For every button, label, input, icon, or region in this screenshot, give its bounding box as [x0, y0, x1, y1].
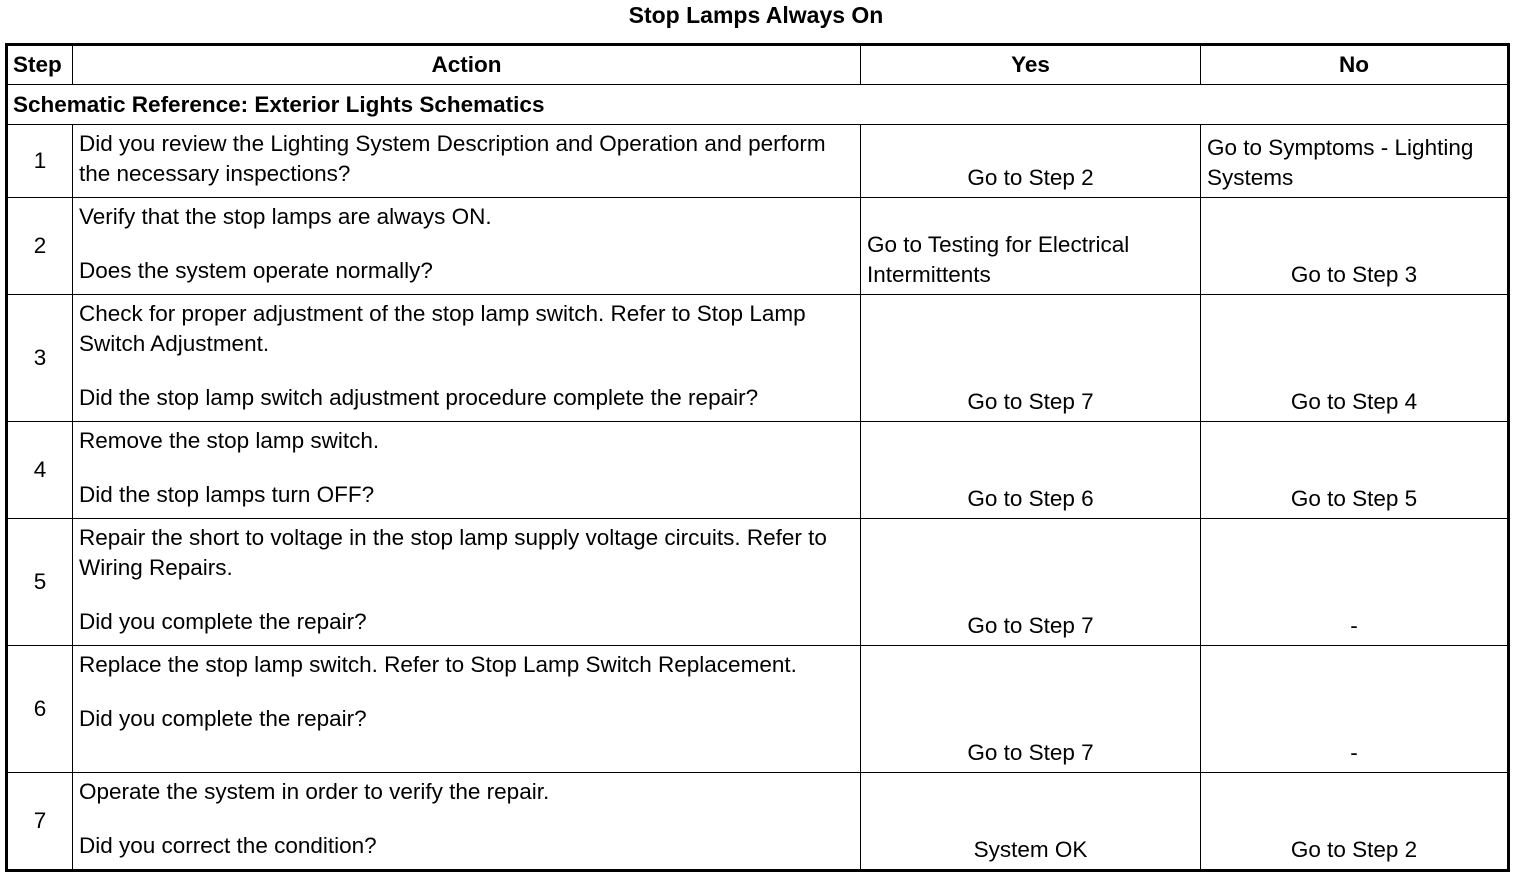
no-cell: Go to Symptoms - Lighting Systems [1201, 125, 1509, 198]
no-cell: - [1201, 646, 1509, 773]
header-yes: Yes [861, 45, 1201, 85]
diagnostic-table [5, 43, 1510, 872]
table-row [7, 422, 1509, 519]
no-cell: Go to Step 5 [1201, 422, 1509, 519]
action-question: Did you complete the repair? [79, 609, 367, 634]
header-step: Step [7, 45, 73, 85]
action-question: Does the system operate normally? [79, 258, 433, 283]
yes-cell: Go to Step 7 [861, 646, 1201, 773]
action-question: Did you correct the condition? [79, 833, 377, 858]
yes-cell: System OK [861, 773, 1201, 871]
header-no: No [1201, 45, 1509, 85]
action-text: Did you review the Lighting System Description and Operation and perform the necessary inspections? [79, 131, 826, 186]
action-text: Operate the system in order to verify the repair. [79, 779, 550, 804]
action-cell [73, 646, 861, 773]
header-action: Action [73, 45, 861, 85]
action-text: Check for proper adjustment of the stop lamp switch. Refer to Stop Lamp Switch Adjustment. [79, 301, 806, 356]
action-cell [73, 295, 861, 422]
yes-cell: Go to Testing for Electrical Intermittents [861, 198, 1201, 295]
step-number: 7 [7, 773, 73, 871]
action-cell [73, 125, 861, 198]
no-cell: Go to Step 3 [1201, 198, 1509, 295]
yes-cell: Go to Step 2 [861, 125, 1201, 198]
action-question: Did the stop lamp switch adjustment procedure complete the repair? [79, 385, 759, 410]
action-text: Replace the stop lamp switch. Refer to Stop Lamp Switch Replacement. [79, 652, 797, 677]
step-number: 6 [7, 646, 73, 773]
no-cell: Go to Step 2 [1201, 773, 1509, 871]
table-row [7, 519, 1509, 646]
no-cell: Go to Step 4 [1201, 295, 1509, 422]
page-title: Stop Lamps Always On [628, 2, 884, 28]
table-row [7, 125, 1509, 198]
yes-cell: Go to Step 6 [861, 422, 1201, 519]
action-text: Verify that the stop lamps are always ON. [79, 204, 492, 229]
action-text: Repair the short to voltage in the stop lamp supply voltage circuits. Refer to Wiring Repairs. [79, 525, 827, 580]
step-number: 1 [7, 125, 73, 198]
header-row [7, 45, 1509, 85]
action-cell [73, 422, 861, 519]
action-cell [73, 198, 861, 295]
no-cell: - [1201, 519, 1509, 646]
step-number: 5 [7, 519, 73, 646]
yes-cell: Go to Step 7 [861, 295, 1201, 422]
schematic-reference: Schematic Reference: Exterior Lights Schematics [7, 85, 1509, 125]
table-row [7, 295, 1509, 422]
action-question: Did the stop lamps turn OFF? [79, 482, 375, 507]
step-number: 3 [7, 295, 73, 422]
action-cell [73, 773, 861, 871]
table-row [7, 646, 1509, 773]
step-number: 4 [7, 422, 73, 519]
table-row [7, 198, 1509, 295]
step-number: 2 [7, 198, 73, 295]
action-question: Did you complete the repair? [79, 706, 367, 731]
action-cell [73, 519, 861, 646]
action-text: Remove the stop lamp switch. [79, 428, 380, 453]
schematic-reference-row [7, 85, 1509, 125]
table-row [7, 773, 1509, 871]
yes-cell: Go to Step 7 [861, 519, 1201, 646]
